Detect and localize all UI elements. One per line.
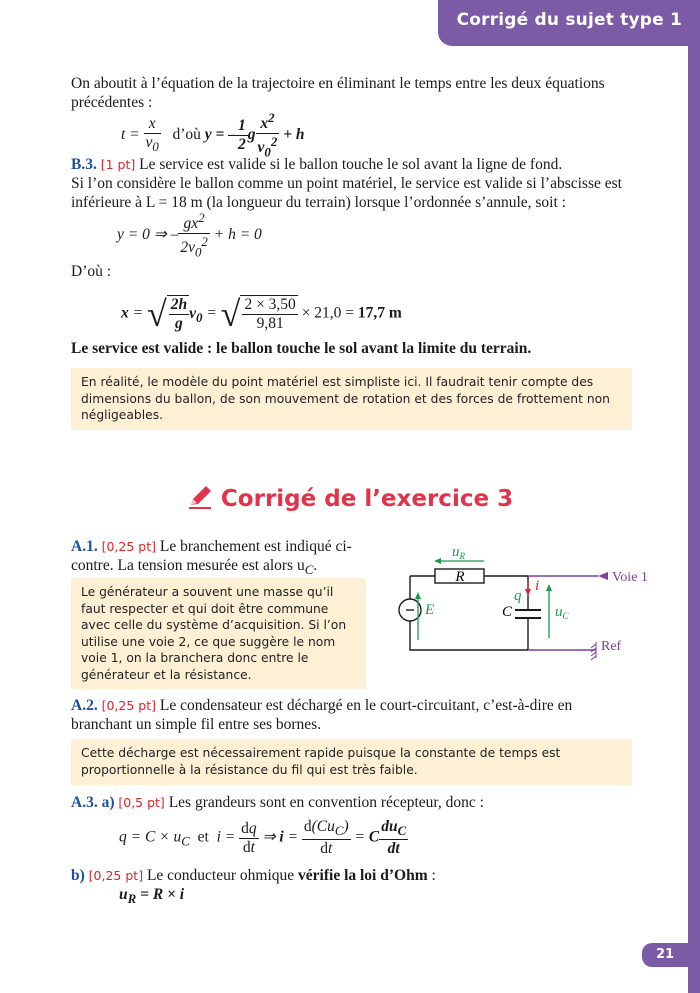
a3-points: [0,5 pt] bbox=[118, 795, 165, 810]
b3-dou: D’où : bbox=[71, 263, 112, 280]
intro-text: On aboutit à l’équation de la trajectoire en éliminant le temps entre les deux équations précédentes : bbox=[71, 75, 605, 111]
a2-body: Le condensateur est déchargé en le court-circuitant, c’est-à-dire en branchant un simple fil entre ses bornes. bbox=[71, 697, 573, 733]
charge-equation: $q = C \times u_C$ et i = $\frac{dq}{dt}$ ⇒ i = $\frac{d(Cu_C)}{dt}$ = C $\frac{du_C}{dt}$ bbox=[119, 818, 407, 858]
a1-points: [0,25 pt] bbox=[101, 539, 156, 554]
b3-line2: Si l’on considère le ballon comme un point matériel, le service est valide si l’abscisse est inférieure à L = 18 m (la longueur du terrain) lorsque l’ordonnée s’annule, soit : bbox=[71, 175, 622, 211]
label-E: E bbox=[425, 602, 435, 618]
b3-conclusion: Le service est valide : le ballon touche le sol avant la limite du terrain. bbox=[71, 340, 532, 357]
label-uR: $u_R$ bbox=[452, 544, 465, 561]
b3-line1-text: Le service est valide si le ballon touche le sol avant la ligne de fond. bbox=[139, 156, 563, 173]
label-voie: Voie 1 bbox=[612, 570, 648, 585]
voie-arrow bbox=[598, 572, 608, 580]
x-equation: x = √ $\frac{2h}{g}$ $v_0$ = √ $\frac{2 \times 3,50}{9,81}$ × 21,0 = 17,7 m bbox=[121, 294, 402, 334]
ground-symbol bbox=[591, 642, 596, 660]
a1-text: A.1. [0,25 pt] Le branchement est indiqué ci-contre. La tension mesurée est alors $u_C$. bbox=[71, 538, 352, 578]
b-text-end: : bbox=[427, 867, 436, 884]
a1-body: Le branchement est indiqué ci-contre. La tension mesurée est alors u bbox=[71, 538, 352, 574]
y-zero-equation: y = 0 ⇒ – $\frac{gx^2}{2v_0^2}$ + h = 0 bbox=[117, 210, 262, 260]
b-text bbox=[71, 866, 632, 885]
eq-et: et bbox=[197, 828, 209, 846]
a2-points: [0,25 pt] bbox=[101, 698, 156, 713]
label-ref: Ref bbox=[601, 639, 622, 654]
label-i: i bbox=[535, 578, 540, 594]
a2-text bbox=[71, 696, 632, 734]
b-text-start: Le conducteur ohmique bbox=[146, 867, 299, 884]
label-q: q bbox=[514, 588, 522, 604]
b-text-bold: vérifie la loi d’Ohm bbox=[298, 867, 428, 884]
b-points: [0,25 pt] bbox=[88, 868, 144, 883]
section-title bbox=[0, 484, 700, 512]
b3-line1 bbox=[71, 155, 632, 174]
section-title-text: Corrigé de l’exercice 3 bbox=[220, 486, 514, 512]
circuit-diagram bbox=[380, 538, 650, 668]
x-result: 17,7 m bbox=[357, 304, 402, 322]
b3-points: [1 pt] bbox=[100, 157, 136, 172]
capacitor-symbol bbox=[515, 610, 541, 618]
a2-label: A.2. bbox=[71, 697, 98, 714]
trajectory-equation: t = $\frac{x}{v_0}$ d’où y = – $\frac{1}{2}$ g $\frac{x^2}{v_0^2}$ + h bbox=[121, 110, 305, 160]
a3-label: A.3. a) bbox=[71, 794, 115, 811]
label-C: C bbox=[502, 604, 513, 620]
header-title: Corrigé du sujet type 1 bbox=[456, 10, 682, 30]
pencil-icon bbox=[187, 484, 213, 510]
a2-note: Cette décharge est nécessairement rapide puisque la constante de temps est proportionnelle à la résistance du fil qui est très faible. bbox=[71, 739, 632, 785]
a3-text bbox=[71, 793, 632, 812]
label-uC: $u_C$ bbox=[555, 604, 569, 621]
a1-note: Le générateur a souvent une masse qu’il faut respecter et qui doit être commune avec celle du système d’acquisition. Si l’on utilise une voie 2, ce que suggère le nom voie 1, on la branchera donc entre le générateur et la résistance. bbox=[71, 578, 366, 689]
b3-note: En réalité, le modèle du point matériel est simpliste ici. Il faudrait tenir compte des dimensions du ballon, de son mouvement de rotation et des forces de frottement non négligeables. bbox=[71, 368, 632, 430]
eq-dou: d’où bbox=[172, 125, 201, 143]
ohm-equation: $u_R = R \times i$ bbox=[119, 886, 185, 907]
a1-label: A.1. bbox=[71, 538, 98, 555]
label-R: R bbox=[455, 569, 465, 585]
a3-body: Les grandeurs sont en convention récepteur, donc : bbox=[168, 794, 484, 811]
page-number: 21 bbox=[642, 943, 688, 967]
b-label: b) bbox=[71, 867, 85, 884]
b3-label: B.3. bbox=[71, 156, 97, 173]
